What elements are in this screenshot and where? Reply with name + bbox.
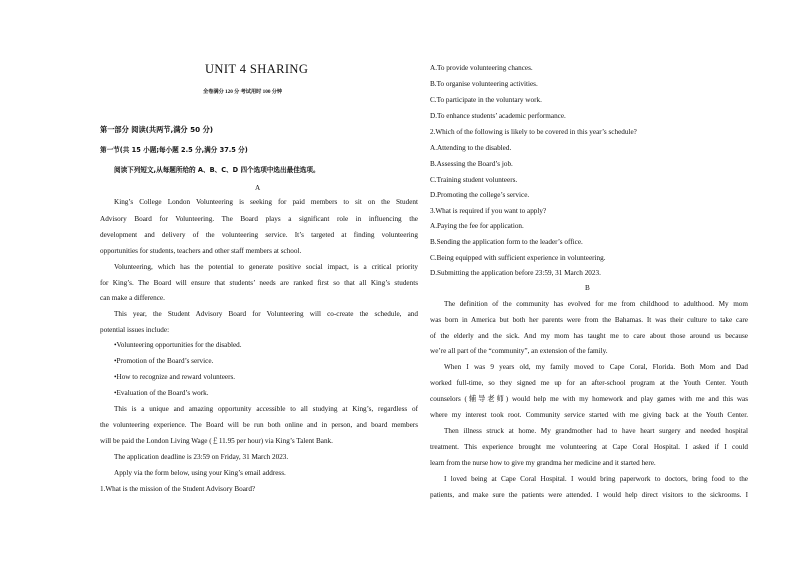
passage-b-line: counselors (辅导老师) would help me with my homework and play games with me and this was	[430, 395, 748, 403]
bullet-item: •Volunteering opportunities for the disabled.	[114, 341, 242, 349]
question-3: 3.What is required if you want to apply?	[430, 207, 547, 215]
option-line: C.Being equipped with sufficient experience in volunteering.	[430, 254, 606, 262]
exam-info: 全卷满分 120 分 考试用时 100 分钟	[203, 89, 283, 95]
part-heading: 第一部分 阅读(共两节,满分 50 分)	[100, 125, 214, 134]
passage-b-line: learn from the nurse how to give my grandma her medicine and it started here.	[430, 459, 656, 467]
passage-a-line: development and delivery of the volunteering service. It’s targeted at finding volunteering	[100, 231, 418, 239]
option-line: B.Sending the application form to the leader’s office.	[430, 238, 583, 246]
passage-a-line: This year, the Student Advisory Board for Volunteering will co-create the schedule, and	[114, 310, 418, 318]
passage-a-line: Volunteering, which has the potential to generate positive social impact, is a critical priority	[114, 263, 418, 271]
question-1: 1.What is the mission of the Student Advisory Board?	[100, 485, 256, 493]
passage-a-line: opportunities for students, teachers and other staff members at school.	[100, 247, 302, 255]
passage-a-label: A	[255, 184, 261, 192]
passage-a-line: the volunteering experience. The Board will be run both online and in person, and board members	[100, 421, 418, 429]
bullet-item: •Evaluation of the Board’s work.	[114, 389, 209, 397]
passage-b-line: treatment. This experience brought me volunteering at Cape Coral Hospital. I asked if I could	[430, 443, 748, 451]
section-heading: 第一节(共 15 小题;每小题 2.5 分,满分 37.5 分)	[100, 146, 248, 154]
passage-b-label: B	[585, 284, 590, 292]
passage-a-line: This is a unique and amazing opportunity accessible to all studying at King’s, regardless of	[114, 405, 418, 413]
passage-b-line: of the elderly and the sick. And my mom has taught me to care about those around us because	[430, 332, 748, 340]
passage-b-line: patients, and make sure the patients were attended. I would help direct visitors to the sickrooms. I	[430, 491, 748, 499]
option-line: C.To participate in the voluntary work.	[430, 96, 542, 104]
option-line: A.To provide volunteering chances.	[430, 64, 533, 72]
bullet-item: •How to recognize and reward volunteers.	[114, 373, 236, 381]
passage-a-line: Apply via the form below, using your King’s email address.	[114, 469, 286, 477]
passage-b-line: When I was 9 years old, my family moved to Cape Coral, Florida. Both Mom and Dad	[444, 363, 748, 371]
question-2: 2.Which of the following is likely to be covered in this year’s schedule?	[430, 128, 637, 136]
option-line: B.To organise volunteering activities.	[430, 80, 538, 88]
option-line: A.Attending to the disabled.	[430, 144, 512, 152]
passage-b-line: worked full-time, so they signed me up for an after-school program at the Youth Center. Youth	[430, 379, 748, 387]
passage-a-line: Advisory Board for Volunteering. The Board plays a significant role in influencing the	[100, 215, 418, 223]
passage-a-line: King’s College London Volunteering is seeking for paid members to sit on the Student	[114, 198, 418, 206]
passage-a-line: can make a difference.	[100, 294, 165, 302]
option-line: B.Assessing the Board’s job.	[430, 160, 513, 168]
option-line: C.Training student volunteers.	[430, 176, 518, 184]
passage-b-line: The definition of the community has evolved for me from childhood to adulthood. My mom	[444, 300, 748, 308]
passage-b-line: was born in America but both her parents were from the Bahamas. It was their culture to take care	[430, 316, 748, 324]
bullet-item: •Promotion of the Board’s service.	[114, 357, 214, 365]
option-line: D.Submitting the application before 23:59, 31 March 2023.	[430, 269, 601, 277]
option-line: D.Promoting the college’s service.	[430, 191, 530, 199]
passage-a-line: for King’s. The Board will ensure that students’ needs are ranked first so that all King’s students	[100, 279, 418, 287]
passage-b-line: Then illness struck at home. My grandmother had to have heart surgery and needed hospital	[444, 427, 748, 435]
passage-b-line: where my interest took root. Community service started with me giving back at the Youth Center.	[430, 411, 748, 419]
instruction: 阅读下列短文,从每题所给的 A、B、C、D 四个选项中选出最佳选项。	[114, 166, 320, 174]
passage-a-line: potential issues include:	[100, 326, 170, 334]
passage-a-line: The application deadline is 23:59 on Friday, 31 March 2023.	[114, 453, 289, 461]
passage-b-line: I loved being at Cape Coral Hospital. I would bring paperwork to doctors, bring food to the	[444, 475, 748, 483]
passage-a-line: will be paid the London Living Wage (￡11.95 per hour) via King’s Talent Bank.	[100, 437, 333, 445]
page-title: UNIT 4 SHARING	[205, 62, 309, 76]
passage-b-line: we’re all part of the “community”, an extension of the family.	[430, 347, 608, 355]
option-line: D.To enhance students’ academic performance.	[430, 112, 566, 120]
option-line: A.Paying the fee for application.	[430, 222, 524, 230]
